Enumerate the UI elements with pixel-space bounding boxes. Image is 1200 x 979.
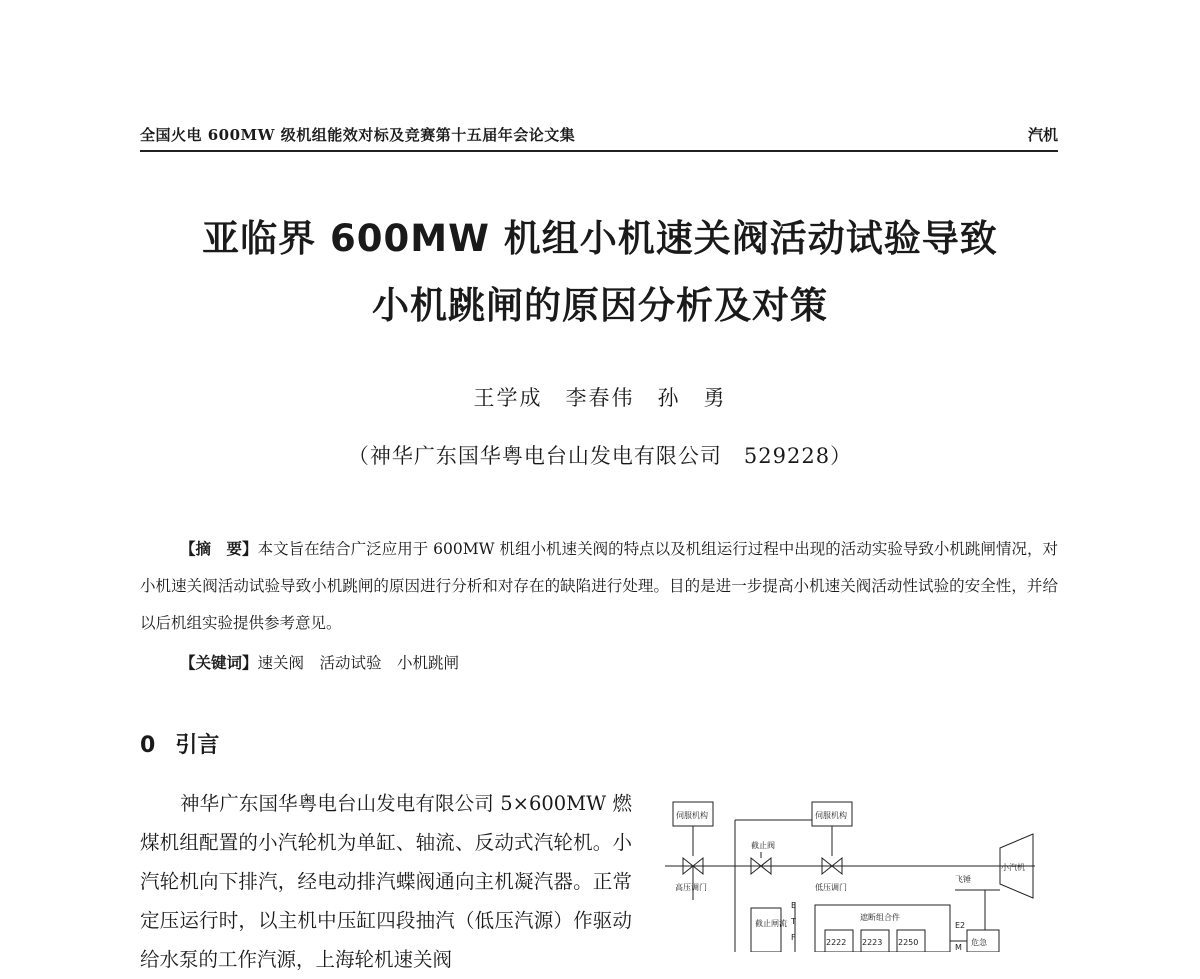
servo-right-label: 伺服机构	[815, 811, 847, 820]
code-1: 2222	[826, 938, 847, 947]
keywords	[180, 648, 459, 678]
affiliation: （神华广东国华粤电台山发电有限公司 529228）	[347, 444, 853, 468]
diagram-svg	[655, 790, 1065, 952]
trip-block-label: 遮断组合件	[860, 913, 900, 922]
abstract	[140, 530, 1058, 642]
keywords-label: 【关键词】	[180, 653, 258, 672]
header-proceedings-title: 全国火电 600MW 级机组能效对标及竞赛第十五届年会论文集	[140, 126, 576, 144]
letter-t: T	[791, 917, 796, 926]
flyweight-label: 飞锤	[955, 875, 971, 884]
section-title: 引言	[175, 733, 220, 758]
letter-f: F	[791, 933, 796, 942]
valve-system-diagram	[655, 790, 1065, 952]
stop-valve-block	[751, 908, 781, 952]
m-label: M	[955, 943, 962, 952]
code-3: 2250	[898, 938, 919, 947]
stop-valve-label: 截止阀	[751, 841, 775, 850]
abstract-text: 本文旨在结合广泛应用于 600MW 机组小机速关阀的特点以及机组运行过程中出现的活动实验导致小机跳闸情况，对小机速关阀活动试验导致小机跳闸的原因进行分析和对存在的缺陷进行处理。目的是进一步提高小机速关阀活动性试验的安全性，并给以后机组实验提供参考意见。	[140, 540, 1058, 632]
section-heading	[140, 728, 219, 759]
keywords-items: 速关阀 活动试验 小机跳闸	[257, 654, 460, 672]
section-number: 0	[140, 733, 156, 758]
code-2: 2223	[862, 938, 883, 947]
stop-valve-block-label: 截止闸流	[755, 919, 787, 928]
running-header	[140, 118, 1058, 152]
paper-title-line-2: 小机跳闸的原因分析及对策	[372, 284, 828, 327]
servo-left-label: 伺服机构	[676, 811, 708, 820]
lp-valve-label: 低压调门	[815, 883, 847, 892]
body-paragraph: 神华广东国华粤电台山发电有限公司 5×600MW 燃煤机组配置的小汽轮机为单缸、轴流、反动式汽轮机。小汽轮机向下排汽，经电动排汽蝶阀通向主机凝汽器。正常定压运行时，以主机中压缸四段抽汽（低压汽源）作驱动给水泵的工作汽源，上海轮机速关阀	[140, 792, 632, 971]
letter-e: E	[791, 901, 797, 910]
header-section-tag: 汽机	[1027, 126, 1058, 144]
authors: 王学成 李春伟 孙 勇	[473, 386, 727, 410]
emergency-label: 危急	[971, 938, 987, 947]
small-turbine-label: 小汽机	[1001, 863, 1025, 872]
e2-label: E2	[955, 921, 966, 930]
paper-title-line-1: 亚临界 600MW 机组小机速关阀活动试验导致	[202, 217, 998, 260]
hp-valve-label: 高压调门	[675, 883, 707, 892]
abstract-label: 【摘 要】	[180, 539, 258, 558]
